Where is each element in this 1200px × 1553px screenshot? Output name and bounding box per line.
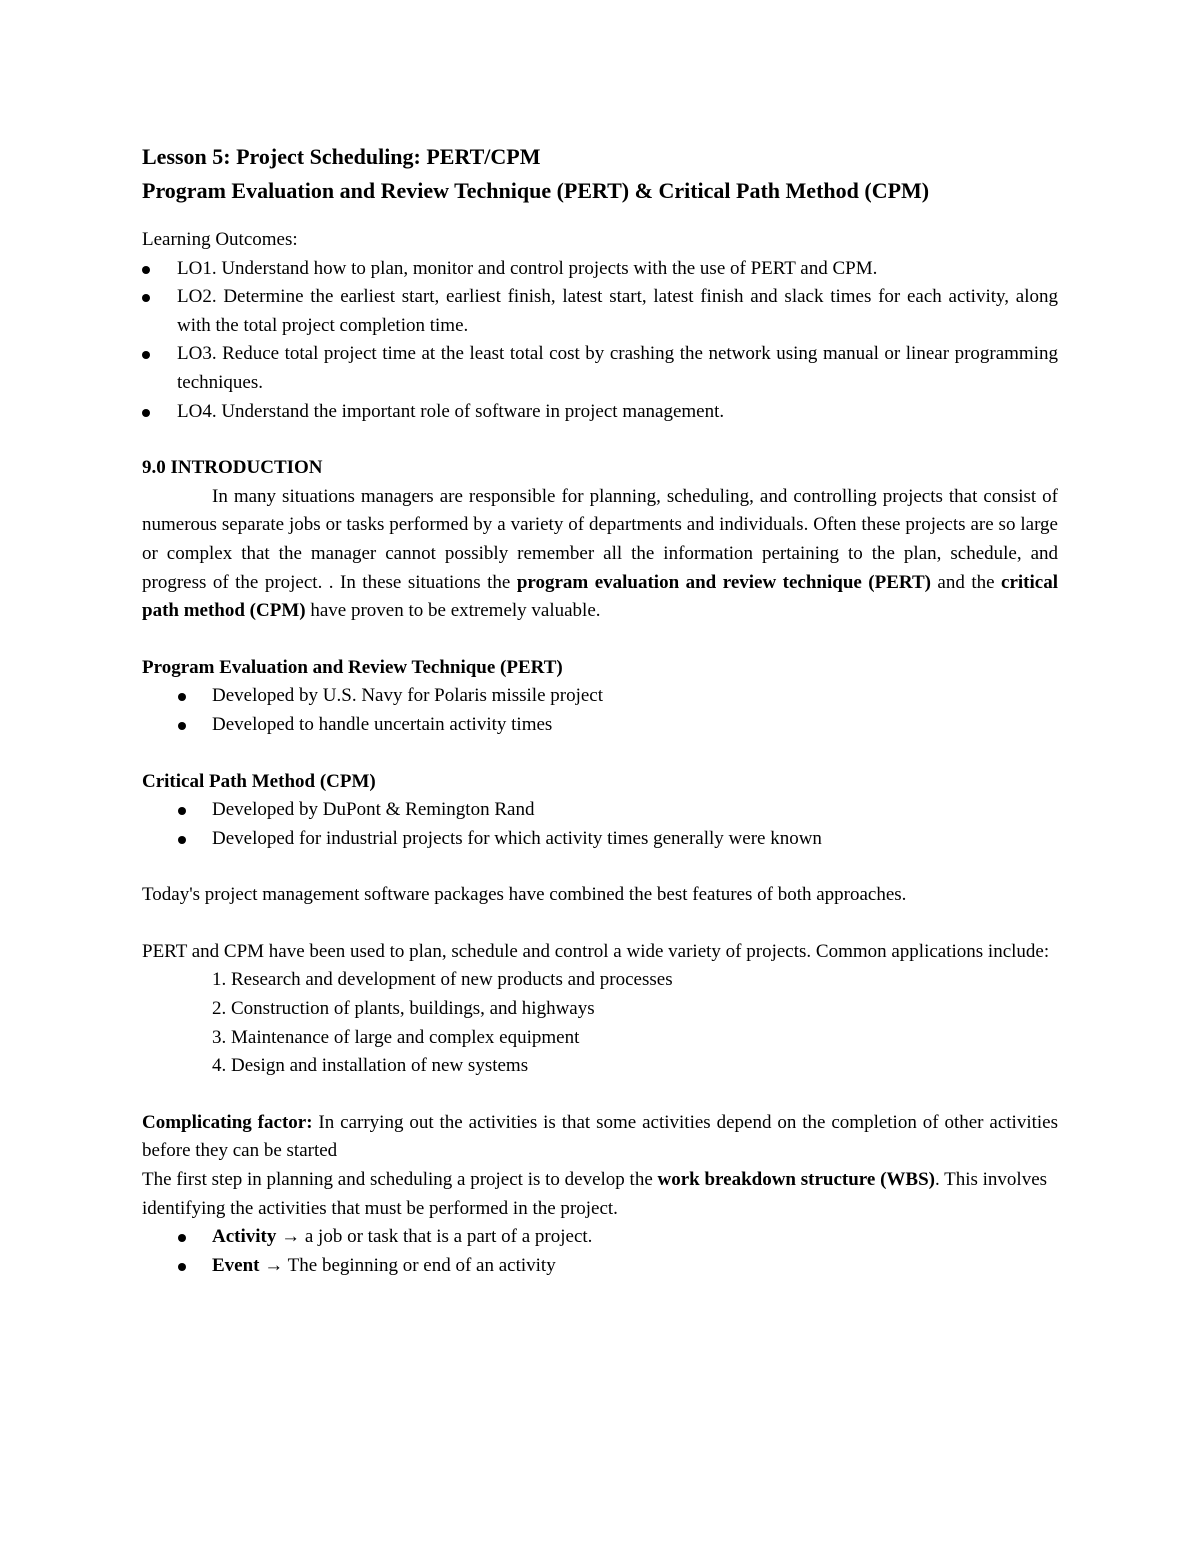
complicating-factor-paragraph — [142, 1109, 1058, 1166]
learning-outcomes-heading: Learning Outcomes: — [142, 229, 298, 250]
bullet-icon — [178, 722, 186, 730]
bullet-icon — [142, 266, 150, 274]
arrow-icon: → — [276, 1226, 305, 1248]
definition-term: Activity — [212, 1226, 277, 1248]
document-page — [142, 140, 1058, 1280]
bullet-icon — [142, 294, 150, 302]
list-item-text: Developed by DuPont & Remington Rand — [212, 799, 535, 821]
cpm-heading: Critical Path Method (CPM) — [142, 770, 376, 792]
definitions-list — [142, 1223, 1058, 1280]
bullet-icon — [178, 836, 186, 844]
applications-intro: PERT and CPM have been used to plan, schedule and control a wide variety of projects. Common applications include: — [142, 940, 1050, 962]
lesson-subtitle: Program Evaluation and Review Technique (PERT) & Critical Path Method (CPM) — [142, 178, 930, 203]
list-item — [142, 340, 1058, 397]
pert-term: program evaluation and review technique (PERT) — [516, 571, 931, 593]
bullet-icon — [142, 409, 150, 417]
introduction-paragraph — [142, 483, 1058, 626]
arrow-icon: → — [259, 1254, 288, 1276]
definition-text: The beginning or end of an activity — [287, 1254, 556, 1276]
bullet-icon — [178, 807, 186, 815]
bullet-icon — [142, 351, 150, 359]
list-item — [142, 1223, 1058, 1252]
wbs-text-1: The first step in planning and scheduling a project is to develop the — [142, 1169, 658, 1191]
list-item-text: Developed to handle uncertain activity times — [212, 713, 553, 735]
wbs-term: work breakdown structure (WBS) — [657, 1169, 935, 1191]
learning-outcomes-list — [142, 255, 1058, 427]
introduction-text-2: and the — [930, 571, 1002, 593]
list-item — [142, 682, 1058, 711]
wbs-text-2: . This involves identifying the activities that must be performed in the project. — [142, 1169, 1048, 1219]
introduction-text-1: In many situations managers are responsible for planning, scheduling, and controlling projects that consist of numerous separate jobs or tasks performed by a variety of departments and individuals. Often these projects are so large or complex that the manager cannot possibly remember all the information pertaining to the plan, schedule, and progress of the project. . In these situations the — [142, 485, 1058, 593]
list-item-text: LO4. Understand the important role of software in project management. — [177, 400, 725, 422]
introduction-text-3: have proven to be extremely valuable. — [305, 600, 601, 622]
bullet-icon — [178, 1234, 186, 1242]
applications-list — [142, 966, 1058, 1080]
list-item: 3. Maintenance of large and complex equipment — [212, 1026, 580, 1048]
complicating-factor-label: Complicating factor: — [142, 1111, 313, 1133]
cpm-term: critical path method (CPM) — [142, 571, 1058, 622]
pert-heading: Program Evaluation and Review Technique (PERT) — [142, 656, 563, 678]
list-item-text: Developed for industrial projects for which activity times generally were known — [212, 827, 822, 849]
list-item-text: LO2. Determine the earliest start, earliest finish, latest start, latest finish and slack times for each activity, along with the total project completion time. — [177, 286, 1058, 336]
lesson-title: Lesson 5: Project Scheduling: PERT/CPM — [142, 144, 541, 169]
list-item — [142, 398, 1058, 427]
bullet-icon — [178, 693, 186, 701]
complicating-factor-text: In carrying out the activities is that some activities depend on the completion of other activities before they can be started — [142, 1111, 1058, 1162]
pert-list — [142, 682, 1058, 739]
wbs-paragraph — [142, 1166, 1058, 1223]
list-item — [142, 1252, 1058, 1281]
list-item-text: LO1. Understand how to plan, monitor and control projects with the use of PERT and CPM. — [177, 257, 878, 279]
list-item: 4. Design and installation of new systems — [212, 1055, 529, 1077]
bullet-icon — [178, 1263, 186, 1271]
introduction-heading: 9.0 INTRODUCTION — [142, 457, 323, 479]
list-item: 2. Construction of plants, buildings, and highways — [212, 998, 595, 1020]
definition-text: a job or task that is a part of a project. — [304, 1226, 593, 1248]
list-item: 1. Research and development of new products and processes — [212, 969, 673, 991]
list-item — [142, 283, 1058, 340]
list-item-text: Developed by U.S. Navy for Polaris missile project — [212, 685, 604, 707]
software-note: Today's project management software packages have combined the best features of both approaches. — [142, 884, 907, 906]
definition-term: Event — [212, 1254, 260, 1276]
list-item — [142, 711, 1058, 740]
list-item — [142, 825, 1058, 854]
cpm-list — [142, 796, 1058, 853]
list-item — [142, 255, 1058, 284]
list-item — [142, 796, 1058, 825]
list-item-text: LO3. Reduce total project time at the least total cost by crashing the network using manual or linear programming techniques. — [177, 343, 1058, 393]
